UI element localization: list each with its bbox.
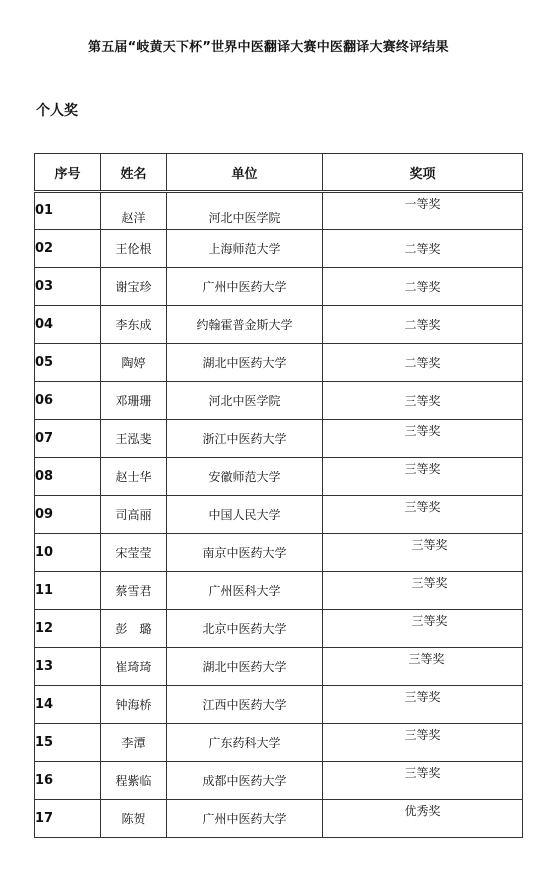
award-text: 三等奖: [404, 424, 441, 438]
table-header-row: [35, 154, 523, 192]
row-number: 04: [35, 306, 101, 344]
row-unit: 湖北中医药大学: [167, 648, 323, 686]
table-row: [35, 800, 523, 838]
row-unit: 南京中医药大学: [167, 534, 323, 572]
table-row: [35, 572, 523, 610]
row-unit: 上海师范大学: [167, 230, 323, 268]
row-number: 10: [35, 534, 101, 572]
award-text: 一等奖: [404, 197, 441, 211]
table-row: [35, 268, 523, 306]
award-text: 三等奖: [404, 728, 441, 742]
table-row: [35, 648, 523, 686]
row-award: [323, 610, 523, 648]
row-name: 钟海桥: [101, 686, 167, 724]
row-number: 03: [35, 268, 101, 306]
row-unit: 北京中医药大学: [167, 610, 323, 648]
awards-table: [34, 153, 523, 838]
row-unit: 广州中医药大学: [167, 268, 323, 306]
row-name: 彭 璐: [101, 610, 167, 648]
row-unit: 湖北中医药大学: [167, 344, 323, 382]
row-name: 陶婷: [101, 344, 167, 382]
award-text: 二等奖: [404, 280, 441, 294]
award-text: 三等奖: [411, 614, 448, 628]
table-row: [35, 610, 523, 648]
row-number: 02: [35, 230, 101, 268]
row-number: 15: [35, 724, 101, 762]
row-number: 05: [35, 344, 101, 382]
table-row: [35, 686, 523, 724]
row-name: 王伦根: [101, 230, 167, 268]
table-row: [35, 230, 523, 268]
table-row: [35, 420, 523, 458]
row-number: 09: [35, 496, 101, 534]
award-text: 三等奖: [408, 652, 445, 666]
row-award: [323, 762, 523, 800]
award-text: 三等奖: [404, 690, 441, 704]
row-award: [323, 496, 523, 534]
row-name: 李潭: [101, 724, 167, 762]
header-name: 姓名: [101, 154, 167, 192]
row-award: [323, 800, 523, 838]
row-award: [323, 382, 523, 420]
row-award: [323, 268, 523, 306]
row-unit: 河北中医学院: [167, 382, 323, 420]
table-row: [35, 458, 523, 496]
row-unit: 江西中医药大学: [167, 686, 323, 724]
row-number: 06: [35, 382, 101, 420]
row-number: 16: [35, 762, 101, 800]
award-text: 二等奖: [404, 356, 441, 370]
row-award: [323, 420, 523, 458]
row-name: 赵洋: [101, 192, 167, 230]
award-text: 三等奖: [404, 394, 441, 408]
row-name: 蔡雪君: [101, 572, 167, 610]
row-unit: 成都中医药大学: [167, 762, 323, 800]
row-name: 谢宝珍: [101, 268, 167, 306]
row-unit: 河北中医学院: [167, 192, 323, 230]
row-award: [323, 724, 523, 762]
award-text: 三等奖: [404, 500, 441, 514]
row-name: 司高丽: [101, 496, 167, 534]
row-name: 赵士华: [101, 458, 167, 496]
row-number: 12: [35, 610, 101, 648]
award-text: 优秀奖: [404, 804, 441, 818]
row-number: 11: [35, 572, 101, 610]
row-number: 17: [35, 800, 101, 838]
row-award: [323, 534, 523, 572]
award-text: 三等奖: [411, 538, 448, 552]
header-number: 序号: [35, 154, 101, 192]
row-award: [323, 458, 523, 496]
row-unit: 广东药科大学: [167, 724, 323, 762]
award-text: 三等奖: [404, 462, 441, 476]
award-text: 二等奖: [404, 242, 441, 256]
row-award: [323, 686, 523, 724]
row-unit: 广州医科大学: [167, 572, 323, 610]
row-name: 宋莹莹: [101, 534, 167, 572]
award-text: 二等奖: [404, 318, 441, 332]
section-heading: 个人奖: [36, 103, 78, 119]
table-row: [35, 762, 523, 800]
row-award: [323, 192, 523, 230]
row-award: [323, 344, 523, 382]
table-row: [35, 496, 523, 534]
row-award: [323, 306, 523, 344]
table-row: [35, 344, 523, 382]
row-name: 崔琦琦: [101, 648, 167, 686]
award-text: 三等奖: [404, 766, 441, 780]
table-row: [35, 192, 523, 230]
row-number: 07: [35, 420, 101, 458]
row-name: 王泓斐: [101, 420, 167, 458]
table-row: [35, 306, 523, 344]
award-text: 三等奖: [411, 576, 448, 590]
row-award: [323, 572, 523, 610]
row-name: 陈贺: [101, 800, 167, 838]
row-award: [323, 648, 523, 686]
row-name: 邓珊珊: [101, 382, 167, 420]
row-unit: 浙江中医药大学: [167, 420, 323, 458]
row-unit: 约翰霍普金斯大学: [167, 306, 323, 344]
row-number: 13: [35, 648, 101, 686]
row-award: [323, 230, 523, 268]
header-unit: 单位: [167, 154, 323, 192]
table-row: [35, 534, 523, 572]
row-name: 程紫临: [101, 762, 167, 800]
header-award: 奖项: [323, 154, 523, 192]
row-unit: 安徽师范大学: [167, 458, 323, 496]
row-unit: 中国人民大学: [167, 496, 323, 534]
row-number: 14: [35, 686, 101, 724]
row-number: 08: [35, 458, 101, 496]
document-title: 第五届“岐黄天下杯”世界中医翻译大赛中医翻译大赛终评结果: [88, 40, 449, 55]
row-unit: 广州中医药大学: [167, 800, 323, 838]
row-name: 李东成: [101, 306, 167, 344]
table-row: [35, 382, 523, 420]
row-number: 01: [35, 192, 101, 230]
table-row: [35, 724, 523, 762]
